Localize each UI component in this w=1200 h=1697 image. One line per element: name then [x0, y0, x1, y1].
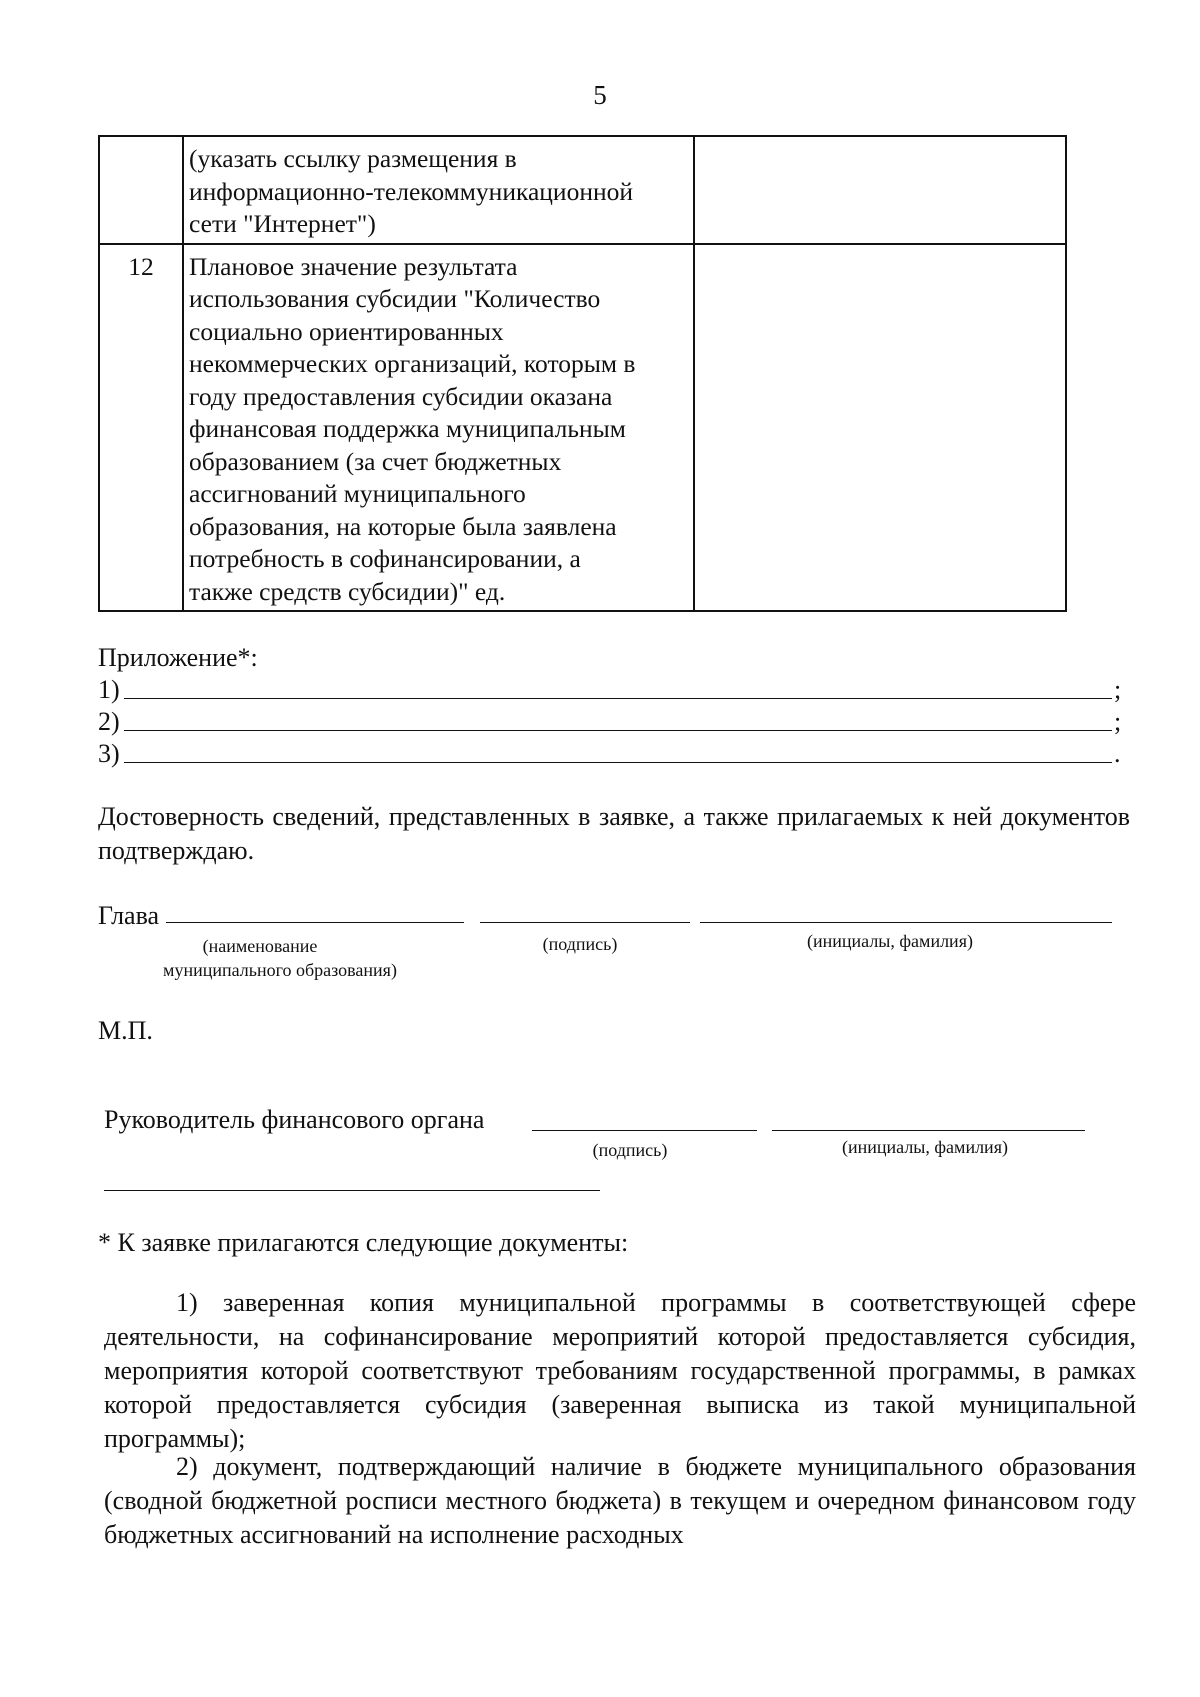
finance-signature-blank[interactable]: [532, 1130, 757, 1131]
caption-initials: (инициалы, фамилия): [807, 931, 973, 951]
head-label: Глава: [98, 901, 160, 930]
note-item: 2) документ, подтверждающий наличие в бюджете муниципального образования (сводной бюджетной росписи местного бюджета) в текущем и очередном финансовом году бюджетных ассигнований на исполнение расходных: [104, 1452, 1136, 1549]
caption-signature: (подпись): [542, 934, 618, 954]
finance-initials-blank[interactable]: [772, 1130, 1085, 1131]
finance-caption-initials: (инициалы, фамилия): [842, 1137, 1008, 1157]
appendix-item-blank[interactable]: [124, 678, 1112, 699]
description-line: потребность в софинансировании, а: [189, 544, 581, 573]
appendix-item-end: .: [1114, 739, 1121, 768]
confirmation-text: Достоверность сведений, представленных в заявке, а также прилагаемых к ней документов подтверждаю.: [98, 802, 1130, 865]
description-line: использования субсидии "Количество: [189, 284, 601, 313]
appendix-item-blank[interactable]: [124, 742, 1112, 763]
caption-name-line1: (наименование: [202, 936, 318, 956]
table-row: [99, 136, 1066, 244]
description-line: некоммерческих организаций, которым в: [189, 349, 636, 378]
row-value: [694, 244, 1066, 612]
appendix-item: [98, 738, 1122, 770]
description-line: ассигнований муниципального: [189, 479, 526, 508]
footnote-separator: [104, 1190, 600, 1191]
appendix-title: Приложение*:: [98, 643, 258, 672]
appendix-item-number: 3): [98, 739, 120, 768]
appendix-item: [98, 674, 1122, 706]
description-line: социально ориентированных: [189, 316, 504, 346]
row-number: 12: [99, 244, 183, 612]
description-line: финансовая поддержка муниципальным: [189, 414, 626, 443]
row-description: [183, 244, 694, 612]
appendix-item-number: 1): [98, 675, 120, 704]
head-signature-blank[interactable]: [480, 922, 690, 923]
description-line: (указать ссылку размещения в: [189, 144, 517, 173]
notes-heading: * К заявке прилагаются следующие документы:: [98, 1228, 629, 1257]
description-line: Плановое значение результата: [189, 251, 518, 281]
description-line: образованием (за счет бюджетных: [189, 446, 562, 476]
description-line: сети "Интернет"): [189, 209, 376, 238]
appendix-item: [98, 706, 1122, 738]
municipality-name-blank[interactable]: [166, 922, 464, 923]
appendix-item-number: 2): [98, 707, 120, 736]
finance-head-label: Руководитель финансового органа: [104, 1105, 485, 1134]
caption-name-line2: муниципального образования): [163, 960, 397, 980]
row-number: [99, 136, 183, 244]
description-line: образования, на которые была заявлена: [189, 511, 617, 541]
description-line: информационно-телекоммуникационной: [189, 176, 634, 206]
stamp-placeholder: М.П.: [98, 1016, 153, 1045]
appendix-item-blank[interactable]: [124, 710, 1112, 731]
description-line: году предоставления субсидии оказана: [189, 381, 613, 411]
appendix-item-end: ;: [1114, 675, 1122, 704]
page-number: 5: [593, 80, 607, 110]
row-description: [183, 136, 694, 244]
row-value: [694, 136, 1066, 244]
application-table: [98, 135, 1067, 612]
head-initials-blank[interactable]: [700, 922, 1112, 923]
description-line: также средств субсидии)" ед.: [189, 576, 506, 606]
appendix-section: [98, 642, 1122, 770]
table-row: [99, 244, 1066, 612]
finance-caption-signature: (подпись): [592, 1140, 668, 1160]
note-item: 1) заверенная копия муниципальной программы в соответствующей сфере деятельности, на софинансирование мероприятий которой предоставляется субсидия, мероприятия которой соответствуют требованиям государственной программы, в рамках которой предоставляется субсидия (заверенная выписка из такой муниципальной программы);: [104, 1288, 1136, 1453]
appendix-item-end: ;: [1114, 707, 1122, 736]
